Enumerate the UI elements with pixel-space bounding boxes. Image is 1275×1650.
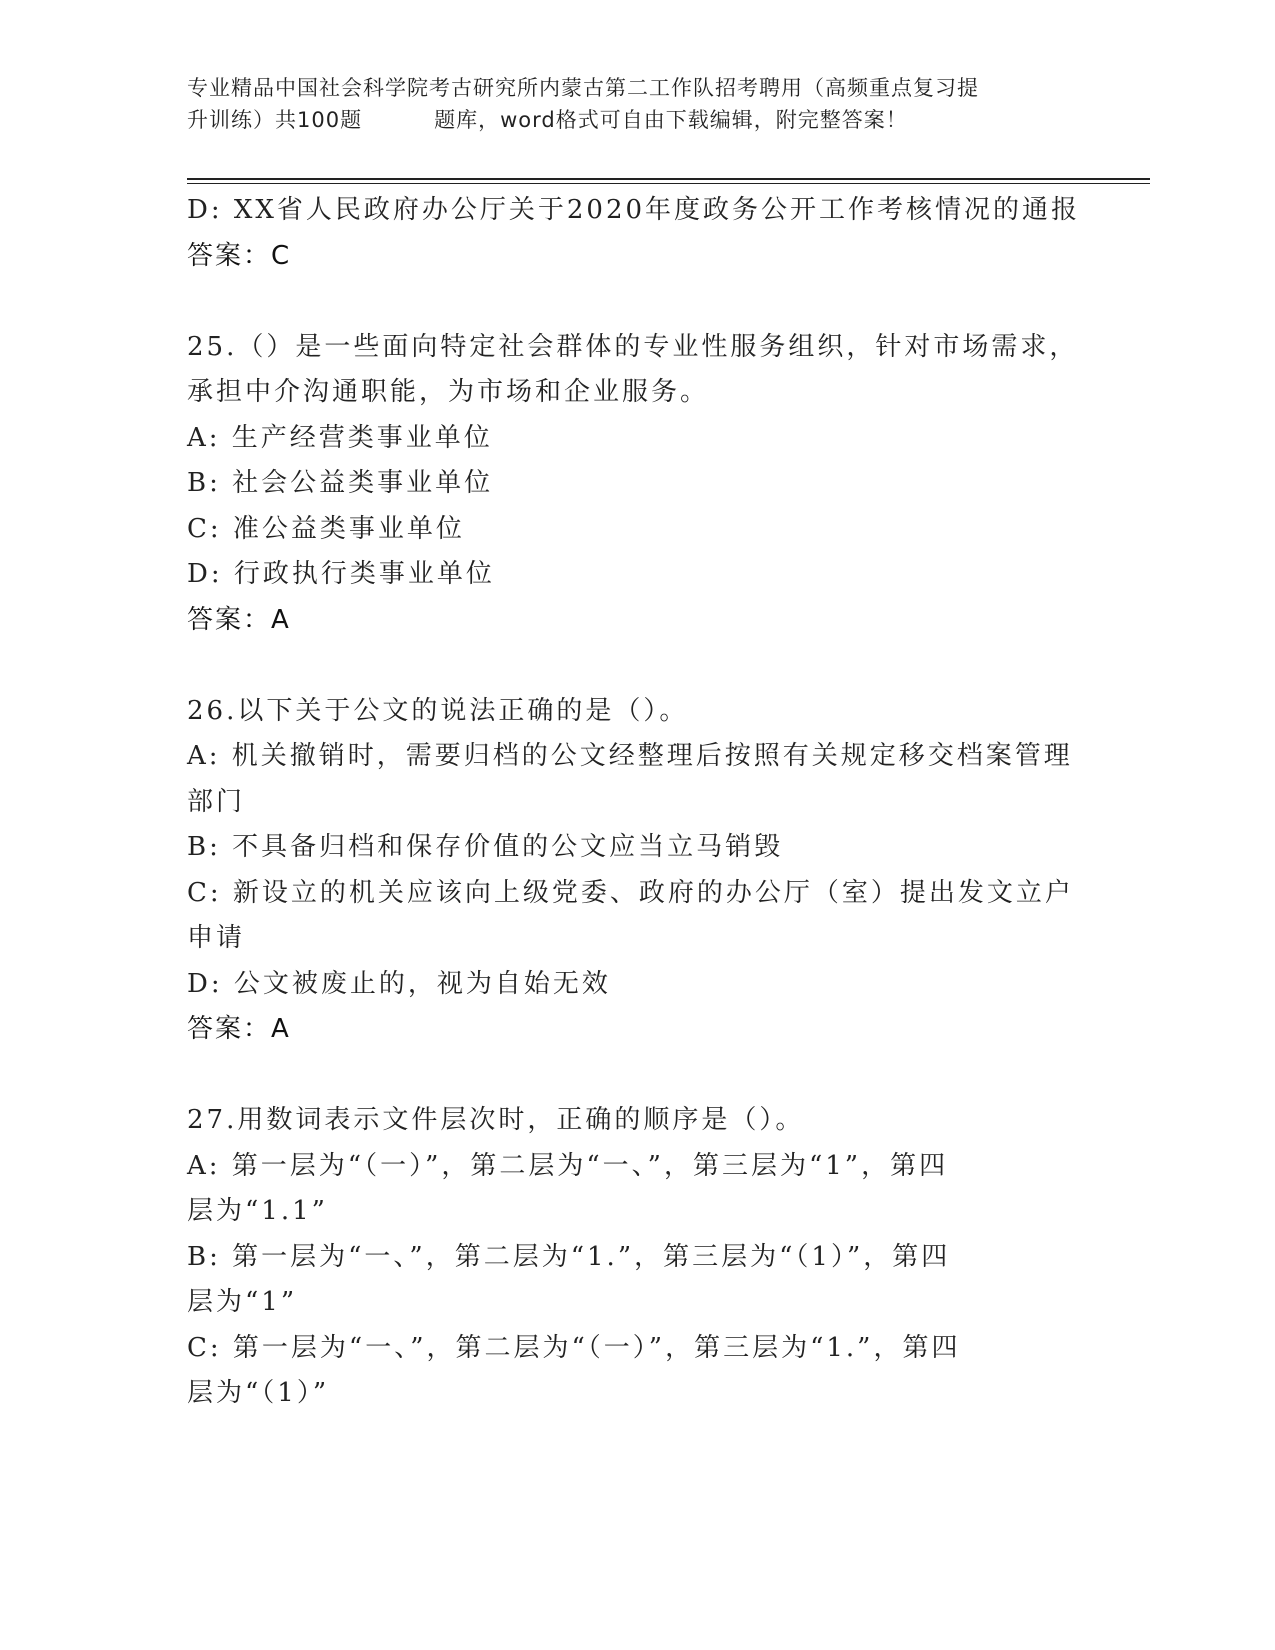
- question-27-option-b-line-2: 层为“1”: [187, 1287, 298, 1317]
- question-26-option-d: D: 公文被废止的，视为自始无效: [187, 968, 611, 999]
- question-27-stem: 27.用数词表示文件层次时，正确的顺序是（）。: [187, 1105, 805, 1135]
- question-27-option-a-line-1: A: 第一层为“（一）”，第二层为“一、”，第三层为“1”，第四: [187, 1150, 949, 1181]
- spacer: [187, 1053, 1087, 1099]
- spacer: [187, 643, 1087, 689]
- question-26-option-b: B: 不具备归档和保存价值的公文应当立马销毁: [187, 832, 784, 862]
- header-line-2-part-a: 升训练）共100题: [187, 108, 363, 132]
- page-header: [187, 72, 1087, 136]
- question-25: [187, 325, 1087, 644]
- header-divider-thick: [187, 178, 1150, 180]
- header-line-1: 专业精品中国社会科学院考古研究所内蒙古第二工作队招考聘用（高频重点复习提: [187, 76, 979, 100]
- question-26-option-c-line-2: 申请: [187, 923, 246, 953]
- question-25-stem-line-2: 承担中介沟通职能，为市场和企业服务。: [187, 377, 710, 407]
- question-24-option-d: D: XX省人民政府办公厅关于2020年度政务公开工作考核情况的通报: [187, 195, 1081, 225]
- question-27-option-a-line-2: 层为“1.1”: [187, 1196, 328, 1226]
- question-25-answer: 答案：A: [187, 604, 291, 635]
- question-25-stem-line-1: 25.（）是一些面向特定社会群体的专业性服务组织，针对市场需求，: [187, 331, 1079, 362]
- question-content: [187, 188, 1087, 1417]
- question-25-option-c: C: 准公益类事业单位: [187, 513, 465, 544]
- question-27-option-c-line-2: 层为“（1）”: [187, 1378, 330, 1408]
- question-26-option-a-line-2: 部门: [187, 786, 246, 817]
- header-line-2-part-b: 题库，word格式可自由下载编辑，附完整答案！: [434, 108, 908, 132]
- question-26-option-c-line-1: C: 新设立的机关应该向上级党委、政府的办公厅（室）提出发文立户: [187, 877, 1074, 908]
- spacer: [187, 279, 1087, 325]
- question-26-answer: 答案：A: [187, 1014, 291, 1044]
- question-25-option-d: D: 行政执行类事业单位: [187, 559, 495, 589]
- question-26: [187, 689, 1087, 1053]
- question-25-option-a: A: 生产经营类事业单位: [187, 422, 493, 453]
- question-24-tail: [187, 188, 1087, 279]
- question-25-option-b: B: 社会公益类事业单位: [187, 468, 494, 498]
- question-27: [187, 1098, 1087, 1417]
- header-divider-thin: [187, 183, 1150, 184]
- question-26-stem: 26.以下关于公文的说法正确的是（）。: [187, 695, 689, 726]
- question-27-option-b-line-1: B: 第一层为“一、”，第二层为“1.”，第三层为“（1）”，第四: [187, 1241, 951, 1272]
- question-24-answer: 答案：C: [187, 240, 292, 271]
- question-26-option-a-line-1: A: 机关撤销时，需要归档的公文经整理后按照有关规定移交档案管理: [187, 741, 1073, 771]
- header-line-2: [187, 104, 1087, 136]
- question-27-option-c-line-1: C: 第一层为“一、”，第二层为“（一）”，第三层为“1.”，第四: [187, 1332, 961, 1363]
